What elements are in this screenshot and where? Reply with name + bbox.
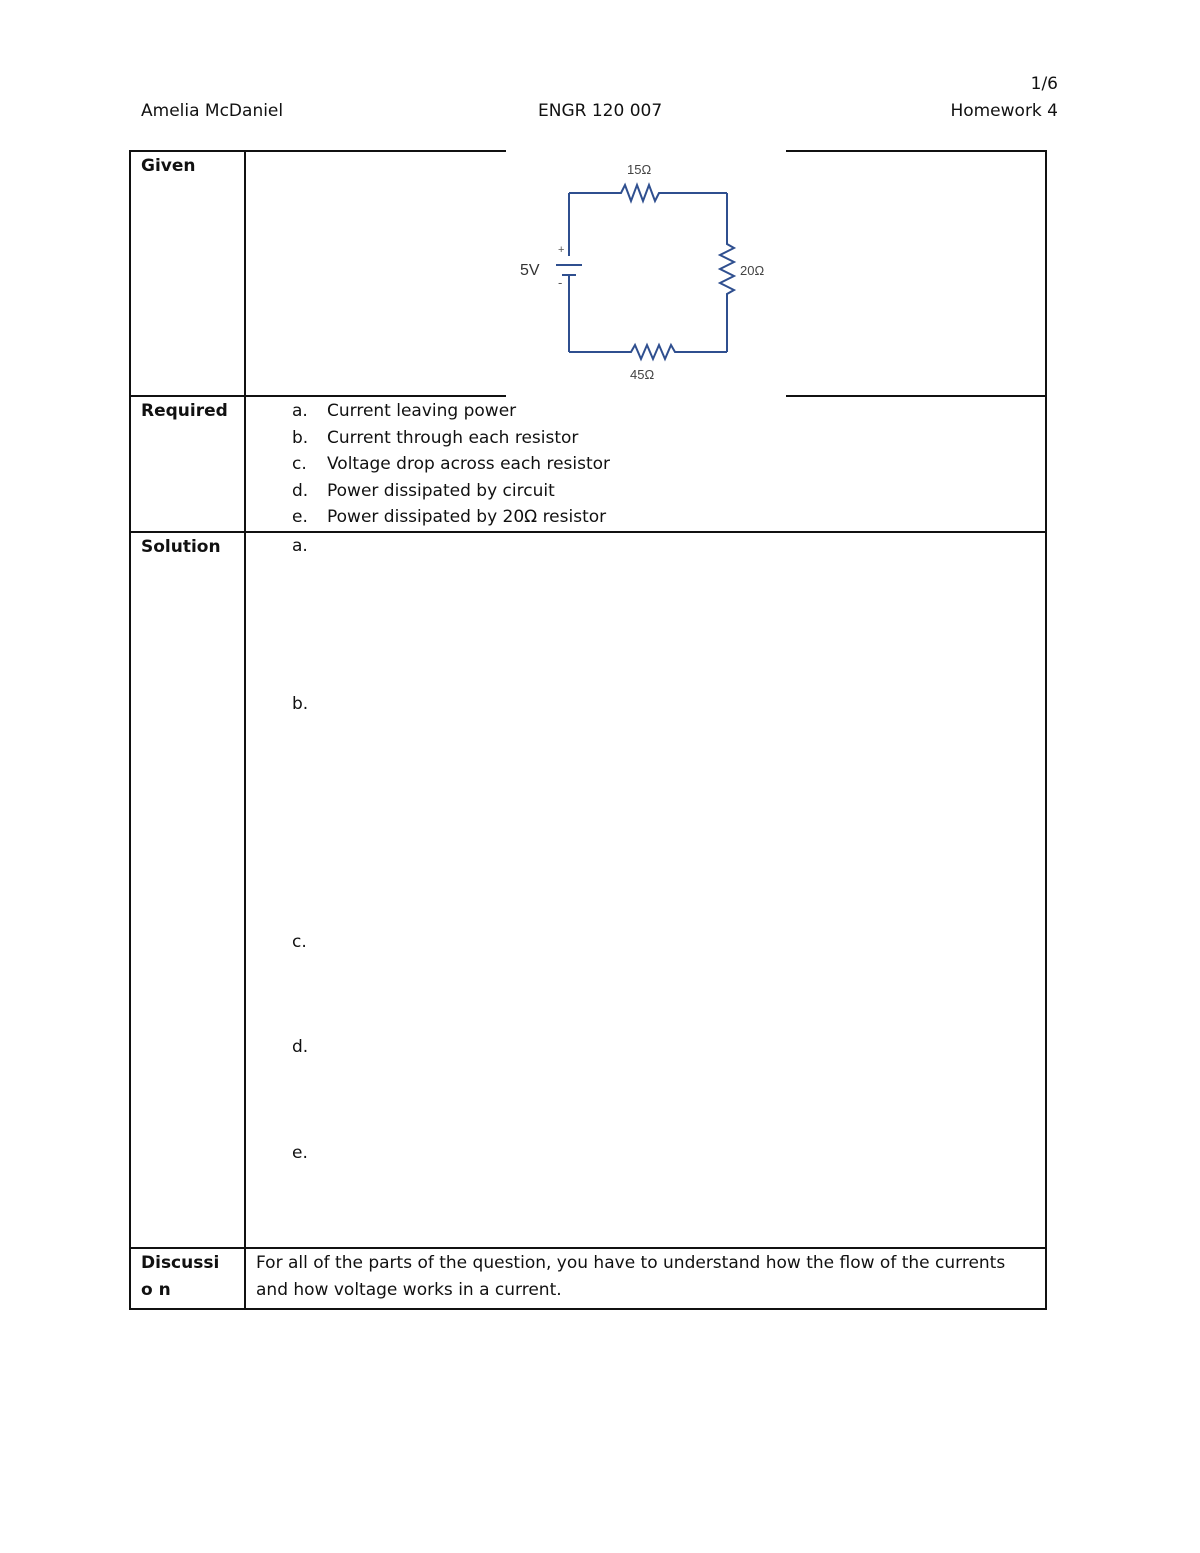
given-cell <box>245 151 1046 396</box>
list-item-letter: b. <box>292 427 309 448</box>
list-item-text: Current leaving power <box>327 401 517 421</box>
solution-label: Solution <box>130 532 245 1248</box>
required-label: Required <box>130 396 245 532</box>
top-resistor-label: 15Ω <box>627 162 652 177</box>
list-item-letter: a. <box>292 401 308 421</box>
homework-table <box>129 150 1047 1310</box>
discussion-text: For all of the parts of the question, you have to understand how the flow of the currents and how voltage works in a current. <box>256 1252 1006 1300</box>
discussion-label-text: Discussio n <box>141 1252 220 1300</box>
discussion-label <box>130 1248 245 1309</box>
list-item <box>292 425 1045 452</box>
solution-part-d: d. <box>292 1036 309 1057</box>
list-item-text: Power dissipated by circuit <box>327 480 555 501</box>
list-item-letter: e. <box>292 507 308 527</box>
minus-sign: - <box>558 275 563 290</box>
solution-row <box>130 532 1046 1248</box>
required-list <box>246 397 1045 531</box>
discussion-row <box>130 1248 1046 1309</box>
solution-cell <box>245 532 1046 1248</box>
solution-part-c: c. <box>292 931 307 952</box>
circuit-diagram <box>506 149 786 397</box>
list-item-letter: c. <box>292 454 307 474</box>
list-item <box>292 478 1045 505</box>
given-row <box>130 151 1046 396</box>
right-resistor-label: 20Ω <box>740 263 765 278</box>
page-number: 1/6 <box>1030 74 1058 94</box>
plus-sign: + <box>558 244 565 256</box>
page-header <box>141 101 1058 125</box>
source-voltage-label: 5V <box>520 262 540 279</box>
list-item-letter: d. <box>292 480 309 501</box>
solution-part-b: b. <box>292 693 309 714</box>
discussion-cell <box>245 1248 1046 1309</box>
list-item <box>292 451 1045 478</box>
author-name: Amelia McDaniel <box>141 101 284 121</box>
bottom-resistor-label: 45Ω <box>630 367 655 382</box>
solution-part-a: a. <box>292 535 308 556</box>
list-item <box>292 504 1045 531</box>
bottom-wire <box>569 345 727 359</box>
required-row <box>130 396 1046 532</box>
right-wire <box>720 193 734 352</box>
list-item-text: Power dissipated by 20Ω resistor <box>327 507 607 527</box>
course-code: ENGR 120 007 <box>538 101 663 121</box>
list-item <box>292 398 1045 425</box>
given-label: Given <box>130 151 245 396</box>
list-item-text: Voltage drop across each resistor <box>327 454 611 474</box>
top-wire <box>569 185 727 201</box>
assignment-title: Homework 4 <box>950 101 1058 121</box>
required-cell <box>245 396 1046 532</box>
list-item-text: Current through each resistor <box>327 427 579 448</box>
solution-part-e: e. <box>292 1142 308 1163</box>
circuit-wires <box>556 185 734 359</box>
